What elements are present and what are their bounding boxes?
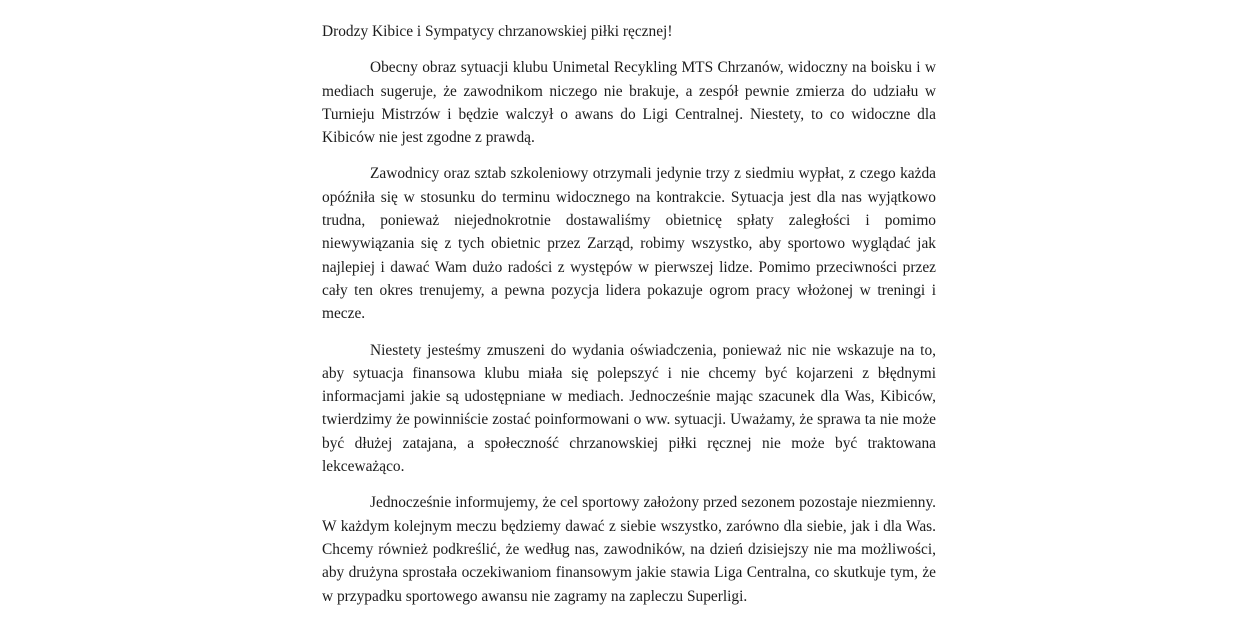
- letter-greeting: Drodzy Kibice i Sympatycy chrzanowskiej piłki ręcznej!: [322, 23, 673, 40]
- letter-page: [322, 20, 936, 621]
- letter-paragraph-2: Zawodnicy oraz sztab szkoleniowy otrzymali jedynie trzy z siedmiu wypłat, z czego każda opóźniła się w stosunku do terminu widocznego na kontrakcie. Sytuacja jest dla nas wyjątkowo trudna, ponieważ niejednokrotnie dostawaliśmy obietnicę spłaty zaległości i pomimo niewywiązania się z tych obietnic przez Zarząd, robimy wszystko, aby sportowo wyglądać jak najlepiej i dawać Wam dużo radości z występów w pierwszej lidze. Pomimo przeciwności przez cały ten okres trenujemy, a pewna pozycja lidera pokazuje ogrom pracy włożonej w treningi i mecze.: [322, 165, 936, 323]
- letter-paragraph-1: Obecny obraz sytuacji klubu Unimetal Recykling MTS Chrzanów, widoczny na boisku i w mediach sugeruje, że zawodnikom niczego nie brakuje, a zespół pewnie zmierza do udziału w Turnieju Mistrzów i będzie walczył o awans do Ligi Centralnej. Niestety, to co widoczne dla Kibiców nie jest zgodne z prawdą.: [322, 59, 936, 147]
- letter-paragraph-4: Jednocześnie informujemy, że cel sportowy założony przed sezonem pozostaje niezmienny. W każdym kolejnym meczu będziemy dawać z siebie wszystko, zarówno dla siebie, jak i dla Was. Chcemy również podkreślić, że według nas, zawodników, na dzień dzisiejszy nie ma możliwości, aby drużyna sprostała oczekiwaniom finansowym jakie stawia Liga Centralna, co skutkuje tym, że w przypadku sportowego awansu nie zagramy na zapleczu Superligi.: [322, 494, 936, 605]
- letter-paragraph-3: Niestety jesteśmy zmuszeni do wydania oświadczenia, ponieważ nic nie wskazuje na to, aby sytuacja finansowa klubu miała się polepszyć i nie chcemy być kojarzeni z błędnymi informacjami jakie są udostępniane w mediach. Jednocześnie mając szacunek dla Was, Kibiców, twierdzimy że powinniście zostać poinformowani o ww. sytuacji. Uważamy, że sprawa ta nie może być dłużej zatajana, a społeczność chrzanowskiej piłki ręcznej nie może być traktowana lekceważąco.: [322, 341, 936, 476]
